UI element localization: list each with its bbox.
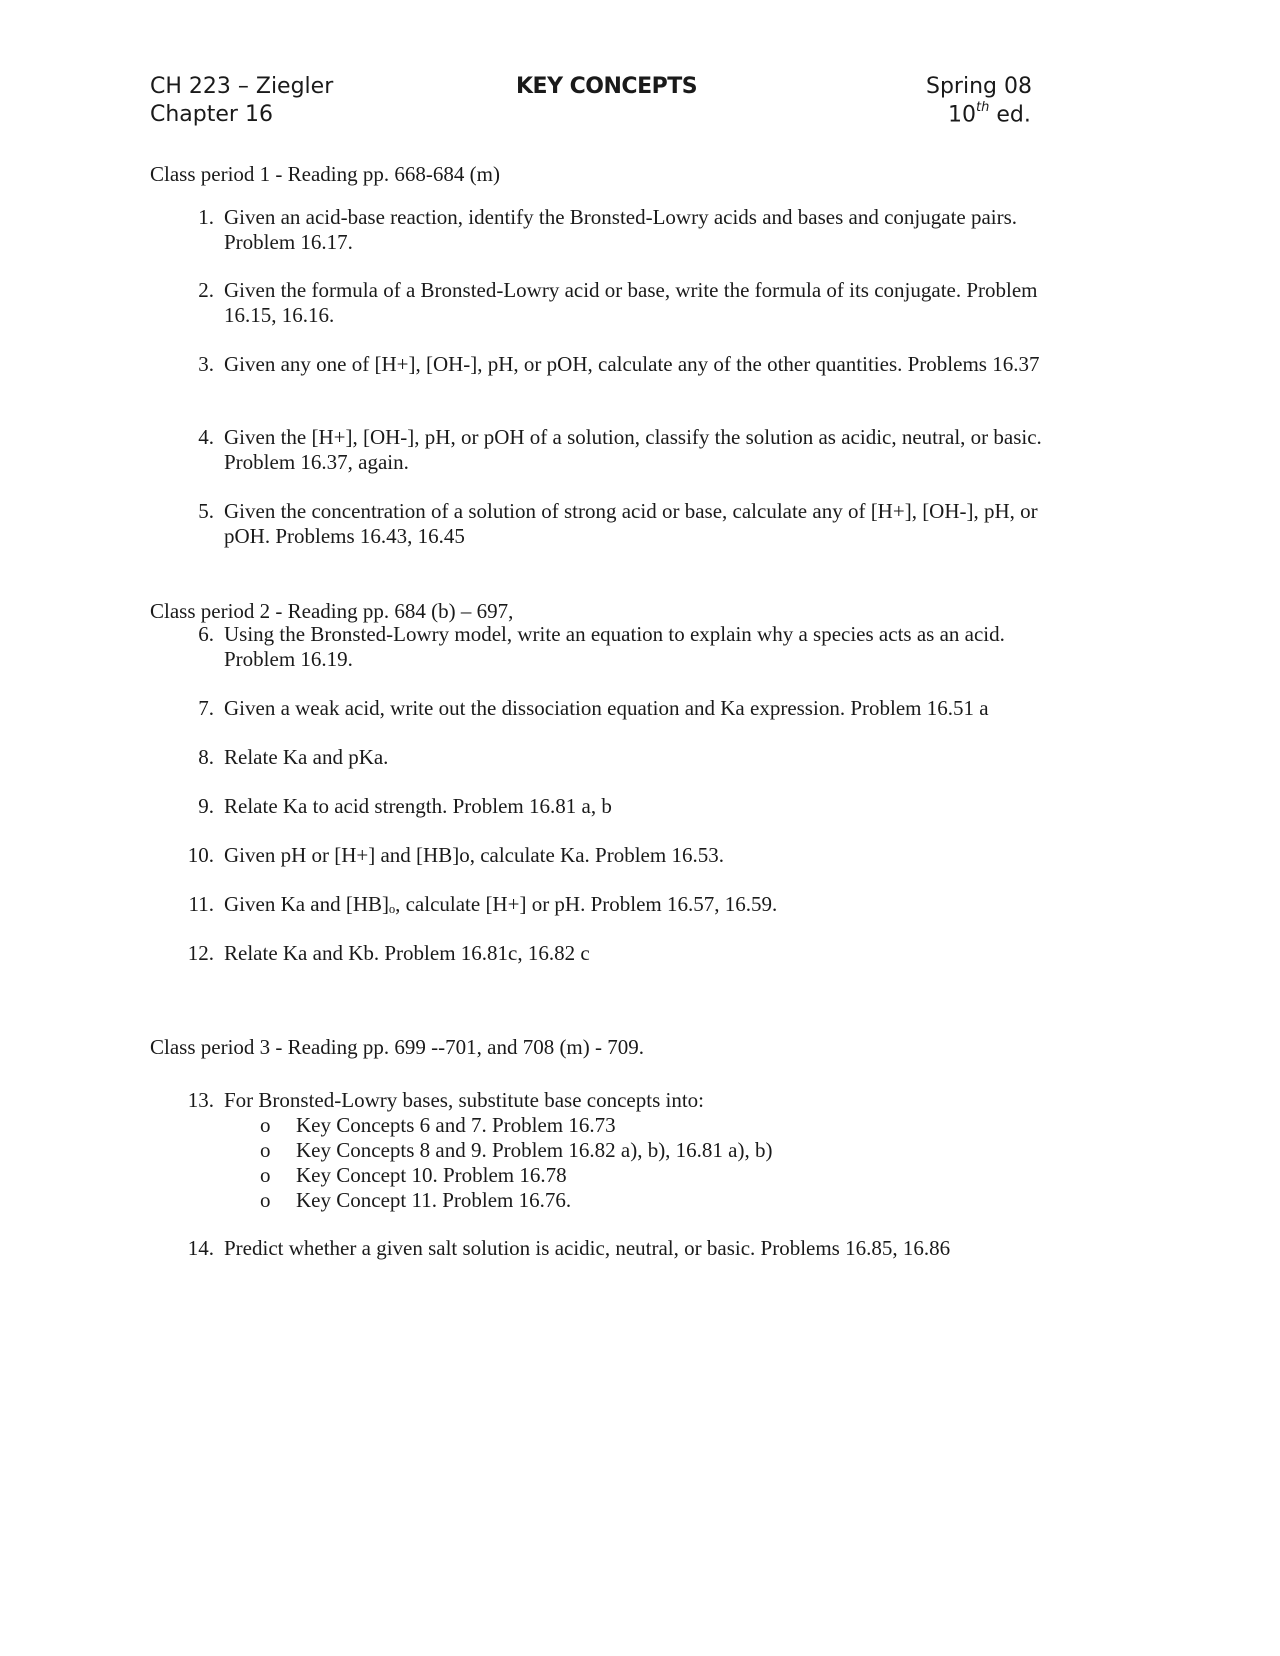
bullet-icon: o (260, 1188, 271, 1212)
bullet-icon: o (260, 1113, 271, 1137)
chapter-label: Chapter 16 (150, 102, 273, 127)
class-period-1-heading: Class period 1 - Reading pp. 668-684 (m) (150, 162, 500, 186)
edition-label: 10th ed. (948, 100, 1031, 128)
course-label: CH 223 – Ziegler (150, 74, 334, 99)
bullet-icon: o (260, 1163, 271, 1187)
bullet-icon: o (260, 1138, 271, 1162)
page-title: KEY CONCEPTS (516, 74, 698, 99)
class-period-3-heading: Class period 3 - Reading pp. 699 --701, and 708 (m) - 709. (150, 1035, 645, 1059)
class-period-2-heading: Class period 2 - Reading pp. 684 (b) – 697, (150, 599, 514, 623)
term-label: Spring 08 (926, 74, 1032, 99)
document-page: CH 223 – Ziegler Chapter 16 KEY CONCEPTS Spring 08 10th ed. Class period 1 - Reading pp. 668-684 (m) 1. Given an acid-base reaction, identify the Bronsted-Lowry acids and bases and conjugate pairs. Problem 16.17. 2. Given the formula of a Bronsted-Lowry acid or base, write the formula of its conjugate. Problem 16.15, 16.16. 3. Given any one of [H+], [OH-], pH, or pOH, calculate any of the other quantities. Problems 16.37 4. Given the [H+], [OH-], pH, or pOH of a solution, classify the solution as acidic, neutral, or basic. Problem 16.37, again. 5. Given the concentration of a solution of strong acid or base, calculate any of [H+], [OH-], pH, or pOH. Problems 16.43, 16.45 Class period 2 - Reading pp. 684 (b) – 697, 6. Using the Bronsted-Lowry model, write an equation to explain why a species acts as an acid. Problem 16.19. 7. Given a weak acid, write out the dissociation equation and Ka expression. Problem 16.51 a 8. Relate Ka and pKa. 9. Relate Ka to acid strength. Problem 16.81 a, b 10. Given pH or [H+] and [HB]o, calculate Ka. Problem 16.53. 11. Given Ka and [HB]ₒ, calculate [H+] or pH. Problem 16.57, 16.59. 12. Relate Ka and Kb. Problem 16.81c, 16.82 c Class period 3 - Reading pp. 699 --701, and 708 (m) - 709. 13. For Bronsted-Lowry bases, substitute base concepts into: o Key Concepts 6 and 7. Problem 16.73 o Key Concepts 8 and 9. Problem 16.82 a), b), 16.81 a), b) o Key Concept 10. Problem 16.78 o Key Concept 11. Problem 16.76. 14. Predict whether a given salt solution is acidic, neutral, or basic. Problems 16.85, 16.86 (150, 70, 1090, 130)
page-header (150, 70, 1090, 130)
